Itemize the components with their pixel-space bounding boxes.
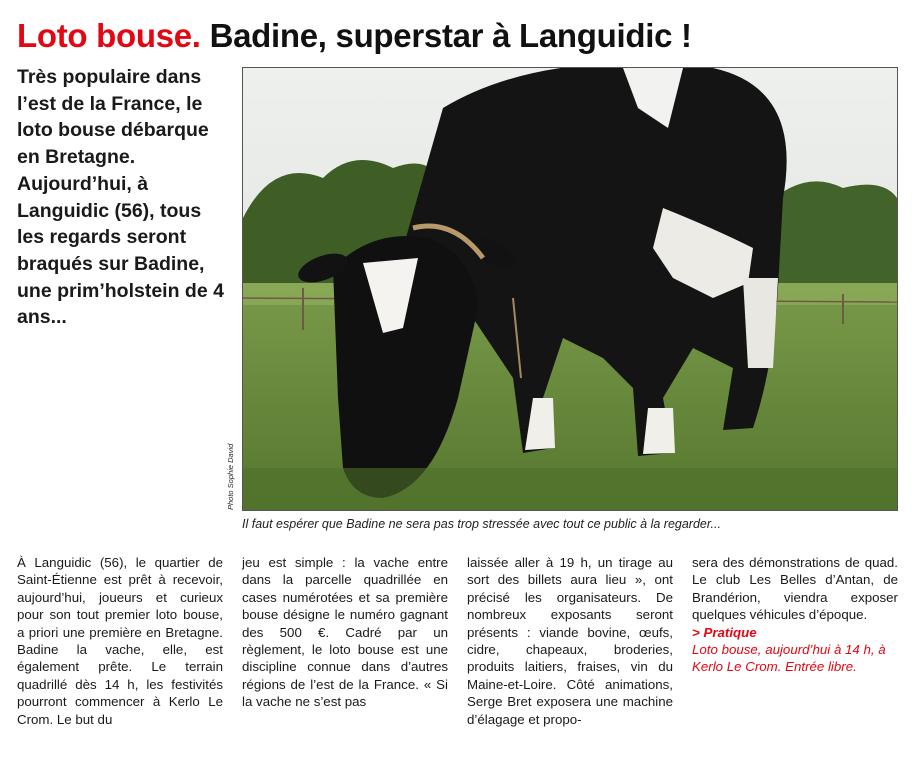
headline-kicker: Loto bouse. — [17, 17, 201, 54]
pratique-info: Loto bouse, aujourd’hui à 14 h, à Kerlo Le Crom. Entrée libre. — [692, 642, 886, 675]
photo-caption: Il faut espérer que Badine ne sera pas trop stressée avec tout ce public à la regarder... — [242, 517, 721, 531]
headline — [17, 14, 907, 58]
body-paragraph: sera des démonstrations de quad. Le club Les Belles d’Antan, de Brandérion, viendra exposer quelques véhicules d’époque. — [692, 555, 898, 623]
photo-credit: Photo Sophie David — [226, 443, 235, 510]
body-paragraph: À Languidic (56), le quartier de Saint-Étienne est prêt à recevoir, aujourd’hui, joueurs et curieux pour son tout premier loto bouse, a priori une première en Bretagne. Badine la vache, elle, est également prête. Le terrain quadrillé dès 14 h, les festivités pourront commencer à Kerlo Le Crom. Le but du — [17, 555, 223, 727]
body-column-1 — [17, 554, 223, 728]
body-paragraph: laissée aller à 19 h, un tirage au sort des billets aura lieu », ont précisé les organisateurs. De nombreux exposants seront présents : viande bovine, œufs, cidre, chapeaux, broderies, produits laitiers, fraises, vin du Maine-et-Loire. Côté animations, Serge Bret exposera une machine d’élagage et propo- — [467, 555, 673, 727]
headline-title: Badine, superstar à Languidic ! — [209, 17, 692, 54]
body-column-3 — [467, 554, 673, 728]
pratique-label: > Pratique — [692, 624, 757, 640]
cow-photo — [242, 67, 898, 511]
body-paragraph: jeu est simple : la vache entre dans la parcelle quadrillée en cases numérotées et sa première bouse désigne le numéro gagnant des 500 €. Cadré par un règlement, le loto bouse est une discipline connue dans d’autres régions de l’est de la France. « Si la vache ne s’est pas — [242, 555, 448, 710]
article-lead: Très populaire dans l’est de la France, le loto bouse débarque en Bretagne. Aujourd’hui, à Languidic (56), tous les regards seront braqués sur Badine, une prim’holstein de 4 ans... — [17, 66, 224, 329]
body-column-4 — [692, 554, 898, 676]
body-column-2 — [242, 554, 448, 711]
cow-photo-illustration — [243, 68, 897, 510]
